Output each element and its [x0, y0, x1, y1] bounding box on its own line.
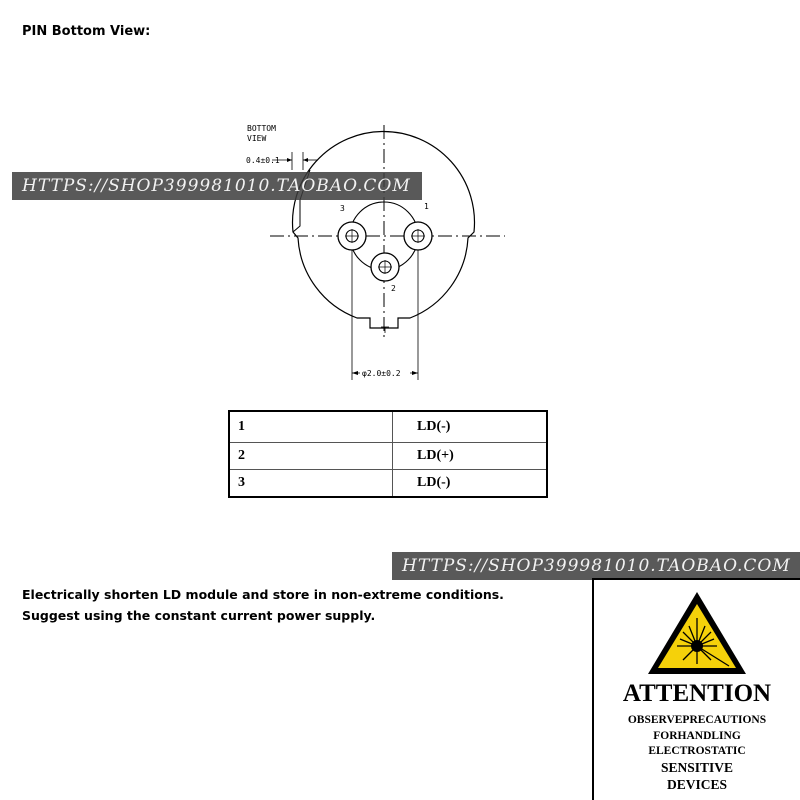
attention-line: DEVICES — [666, 777, 728, 792]
handling-notes — [22, 584, 504, 626]
page-heading: PIN Bottom View: — [22, 24, 151, 39]
attention-line: SENSITIVE — [660, 760, 734, 775]
laser-warning-icon — [644, 588, 750, 678]
pin-2-label: 2 — [391, 284, 396, 293]
pin-number-cell: 3 — [229, 470, 393, 498]
pin-function-table — [228, 410, 548, 498]
watermark-banner-top: HTTPS://SHOP399981010.TAOBAO.COM — [12, 172, 422, 200]
pin-3 — [338, 222, 366, 250]
pin-2 — [371, 253, 399, 281]
pin-number-cell: 1 — [229, 411, 393, 443]
note-line: Suggest using the constant current power supply. — [22, 608, 376, 623]
table-row — [229, 443, 547, 470]
pin-1-label: 1 — [424, 202, 429, 211]
table-row — [229, 411, 547, 443]
dim-bottom-label: φ2.0±0.2 — [362, 369, 401, 378]
pin-1 — [404, 222, 432, 250]
pin-function-cell: LD(+) — [393, 443, 548, 470]
pin-function-cell: LD(-) — [393, 470, 548, 498]
dim-top-label: 0.4±0.1 — [246, 156, 280, 165]
attention-line: OBSERVEPRECAUTIONS — [627, 714, 767, 726]
pin-number-cell: 2 — [229, 443, 393, 470]
attention-line: FORHANDLING — [653, 730, 741, 742]
pin-3-label: 3 — [340, 204, 345, 213]
table-row — [229, 470, 547, 498]
esd-attention-label — [592, 578, 800, 800]
view-label-line2: VIEW — [247, 134, 267, 143]
attention-line: ELECTROSTATIC — [648, 745, 746, 757]
pin-function-cell: LD(-) — [393, 411, 548, 443]
note-line: Electrically shorten LD module and store in non-extreme conditions. — [22, 587, 504, 602]
watermark-banner-bottom: HTTPS://SHOP399981010.TAOBAO.COM — [392, 552, 800, 580]
attention-title: ATTENTION — [622, 680, 772, 707]
view-label-line1: BOTTOM — [247, 124, 276, 133]
